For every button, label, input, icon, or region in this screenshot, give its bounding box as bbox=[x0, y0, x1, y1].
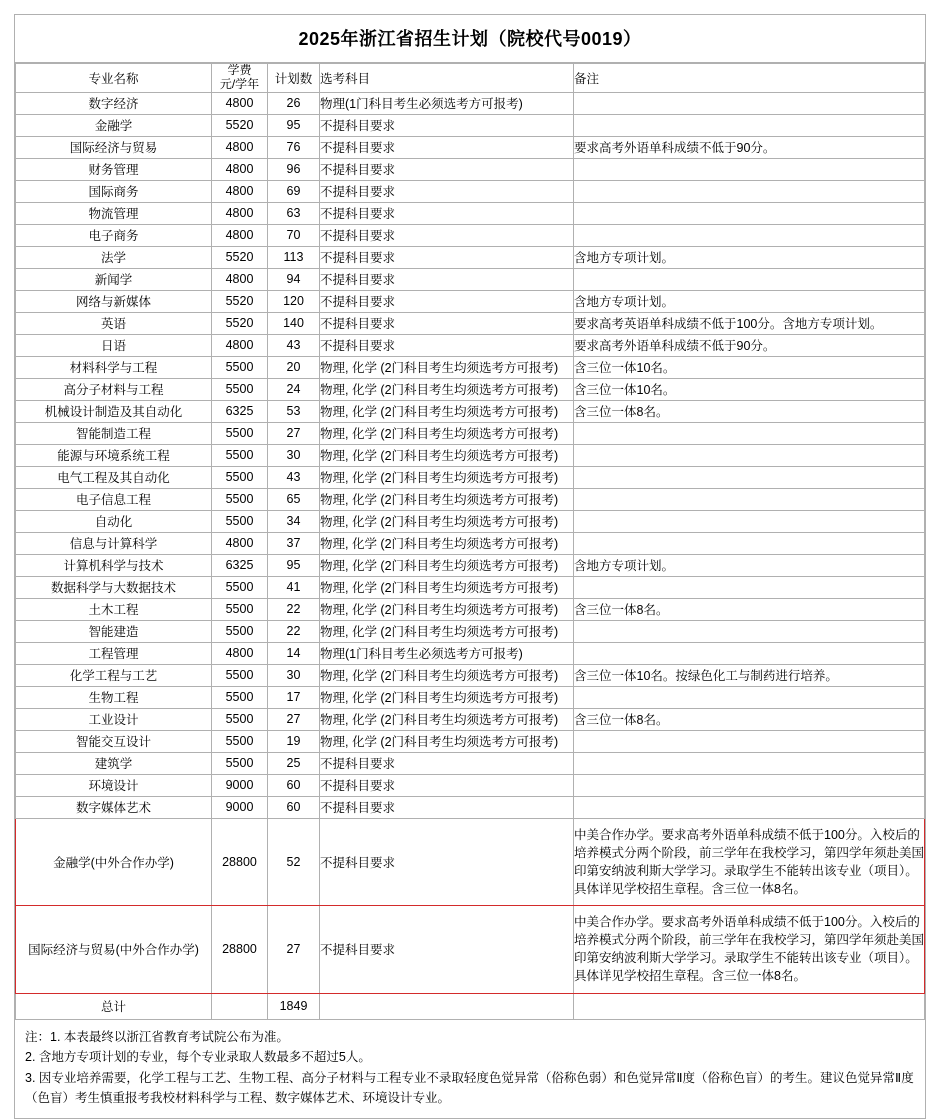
cell-major: 工程管理 bbox=[16, 642, 212, 664]
column-header-count: 计划数 bbox=[268, 64, 320, 93]
cell-count: 65 bbox=[268, 488, 320, 510]
cell-remark bbox=[574, 180, 925, 202]
cell-remark: 要求高考外语单科成绩不低于90分。 bbox=[574, 136, 925, 158]
cell-subject: 不提科目要求 bbox=[320, 202, 574, 224]
cell-fee: 4800 bbox=[212, 158, 268, 180]
table-header bbox=[16, 64, 925, 93]
cell-major: 自动化 bbox=[16, 510, 212, 532]
plan-frame bbox=[14, 14, 926, 1119]
cell-fee: 5500 bbox=[212, 664, 268, 686]
cell-remark bbox=[574, 422, 925, 444]
cell-remark bbox=[574, 224, 925, 246]
cell-subject: 不提科目要求 bbox=[320, 334, 574, 356]
cell-fee: 5520 bbox=[212, 114, 268, 136]
cell-remark bbox=[574, 466, 925, 488]
table-header-row bbox=[16, 64, 925, 93]
cell-remark bbox=[574, 268, 925, 290]
cell-remark: 含三位一体8名。 bbox=[574, 708, 925, 730]
cell-count: 17 bbox=[268, 686, 320, 708]
cell-subject: 物理, 化学 (2门科目考生均须选考方可报考) bbox=[320, 620, 574, 642]
cell-remark bbox=[574, 752, 925, 774]
cell-remark: 含三位一体8名。 bbox=[574, 598, 925, 620]
cell-subject: 不提科目要求 bbox=[320, 796, 574, 818]
cell-fee: 5500 bbox=[212, 510, 268, 532]
note-line-1: 注：1. 本表最终以浙江省教育考试院公布为准。 bbox=[25, 1029, 289, 1044]
cell-remark bbox=[574, 686, 925, 708]
cell-count: 52 bbox=[268, 818, 320, 906]
cell-fee: 5500 bbox=[212, 598, 268, 620]
cell-count: 43 bbox=[268, 334, 320, 356]
cell-remark bbox=[574, 444, 925, 466]
cell-major: 国际经济与贸易 bbox=[16, 136, 212, 158]
cell-fee: 4800 bbox=[212, 334, 268, 356]
cell-count: 20 bbox=[268, 356, 320, 378]
cell-major: 智能建造 bbox=[16, 620, 212, 642]
cell-subject: 不提科目要求 bbox=[320, 752, 574, 774]
cell-remark bbox=[574, 510, 925, 532]
cell-total-value: 1849 bbox=[268, 993, 320, 1019]
table-row bbox=[16, 444, 925, 466]
cell-major: 环境设计 bbox=[16, 774, 212, 796]
cell-total-subject bbox=[320, 993, 574, 1019]
cell-major: 法学 bbox=[16, 246, 212, 268]
column-header-fee-line2: 元/学年 bbox=[219, 76, 260, 91]
cell-count: 60 bbox=[268, 796, 320, 818]
cell-major: 英语 bbox=[16, 312, 212, 334]
cell-fee: 5520 bbox=[212, 290, 268, 312]
cell-count: 120 bbox=[268, 290, 320, 312]
cell-subject: 物理(1门科目考生必须选考方可报考) bbox=[320, 92, 574, 114]
cell-remark: 含地方专项计划。 bbox=[574, 554, 925, 576]
table-body bbox=[16, 92, 925, 1019]
cell-count: 95 bbox=[268, 554, 320, 576]
cell-count: 25 bbox=[268, 752, 320, 774]
cell-fee: 4800 bbox=[212, 136, 268, 158]
notes-block bbox=[15, 1020, 925, 1119]
table-row bbox=[16, 510, 925, 532]
cell-subject: 不提科目要求 bbox=[320, 114, 574, 136]
table-row bbox=[16, 136, 925, 158]
cell-count: 60 bbox=[268, 774, 320, 796]
cell-major: 金融学(中外合作办学) bbox=[16, 818, 212, 906]
cell-major: 计算机科学与技术 bbox=[16, 554, 212, 576]
cell-count: 63 bbox=[268, 202, 320, 224]
table-row bbox=[16, 246, 925, 268]
cell-subject: 物理, 化学 (2门科目考生均须选考方可报考) bbox=[320, 708, 574, 730]
cell-count: 26 bbox=[268, 92, 320, 114]
cell-remark: 要求高考英语单科成绩不低于100分。含地方专项计划。 bbox=[574, 312, 925, 334]
cell-major: 智能交互设计 bbox=[16, 730, 212, 752]
cell-total-fee bbox=[212, 993, 268, 1019]
cell-subject: 不提科目要求 bbox=[320, 818, 574, 906]
cell-remark bbox=[574, 114, 925, 136]
cell-remark bbox=[574, 202, 925, 224]
cell-fee: 5500 bbox=[212, 620, 268, 642]
cell-count: 27 bbox=[268, 708, 320, 730]
cell-fee: 5500 bbox=[212, 730, 268, 752]
cell-subject: 物理, 化学 (2门科目考生均须选考方可报考) bbox=[320, 510, 574, 532]
cell-subject: 物理, 化学 (2门科目考生均须选考方可报考) bbox=[320, 554, 574, 576]
column-header-fee bbox=[212, 64, 268, 93]
cell-subject: 物理, 化学 (2门科目考生均须选考方可报考) bbox=[320, 378, 574, 400]
cell-subject: 不提科目要求 bbox=[320, 158, 574, 180]
cell-remark bbox=[574, 730, 925, 752]
cell-fee: 4800 bbox=[212, 180, 268, 202]
table-row bbox=[16, 488, 925, 510]
table-row bbox=[16, 796, 925, 818]
cell-subject: 物理, 化学 (2门科目考生均须选考方可报考) bbox=[320, 356, 574, 378]
cell-count: 43 bbox=[268, 466, 320, 488]
cell-major: 电子商务 bbox=[16, 224, 212, 246]
table-row bbox=[16, 92, 925, 114]
cell-fee: 9000 bbox=[212, 796, 268, 818]
cell-count: 22 bbox=[268, 598, 320, 620]
cell-count: 27 bbox=[268, 906, 320, 994]
table-row bbox=[16, 356, 925, 378]
table-row bbox=[16, 180, 925, 202]
cell-count: 70 bbox=[268, 224, 320, 246]
cell-remark: 要求高考外语单科成绩不低于90分。 bbox=[574, 334, 925, 356]
cell-subject: 物理, 化学 (2门科目考生均须选考方可报考) bbox=[320, 532, 574, 554]
table-row bbox=[16, 752, 925, 774]
cell-count: 140 bbox=[268, 312, 320, 334]
cell-fee: 5520 bbox=[212, 312, 268, 334]
cell-fee: 5500 bbox=[212, 576, 268, 598]
cell-count: 95 bbox=[268, 114, 320, 136]
table-row bbox=[16, 708, 925, 730]
cell-subject: 物理(1门科目考生必须选考方可报考) bbox=[320, 642, 574, 664]
cell-count: 76 bbox=[268, 136, 320, 158]
cell-major: 信息与计算科学 bbox=[16, 532, 212, 554]
cell-major: 电子信息工程 bbox=[16, 488, 212, 510]
cell-fee: 5500 bbox=[212, 378, 268, 400]
table-row bbox=[16, 620, 925, 642]
table-row bbox=[16, 312, 925, 334]
cell-major: 材料科学与工程 bbox=[16, 356, 212, 378]
table-row bbox=[16, 202, 925, 224]
table-row bbox=[16, 730, 925, 752]
cell-total-remark bbox=[574, 993, 925, 1019]
table-row-total bbox=[16, 993, 925, 1019]
cell-remark: 含三位一体10名。 bbox=[574, 356, 925, 378]
cell-total-label: 总计 bbox=[16, 993, 212, 1019]
table-row bbox=[16, 774, 925, 796]
cell-remark bbox=[574, 92, 925, 114]
cell-fee: 6325 bbox=[212, 554, 268, 576]
cell-major: 物流管理 bbox=[16, 202, 212, 224]
cell-remark bbox=[574, 620, 925, 642]
table-row bbox=[16, 554, 925, 576]
table-row bbox=[16, 686, 925, 708]
cell-fee: 4800 bbox=[212, 642, 268, 664]
cell-subject: 物理, 化学 (2门科目考生均须选考方可报考) bbox=[320, 730, 574, 752]
cell-major: 金融学 bbox=[16, 114, 212, 136]
table-row bbox=[16, 400, 925, 422]
cell-count: 96 bbox=[268, 158, 320, 180]
cell-fee: 4800 bbox=[212, 532, 268, 554]
cell-remark bbox=[574, 158, 925, 180]
cell-fee: 5500 bbox=[212, 708, 268, 730]
cell-subject: 物理, 化学 (2门科目考生均须选考方可报考) bbox=[320, 444, 574, 466]
cell-count: 34 bbox=[268, 510, 320, 532]
cell-major: 数据科学与大数据技术 bbox=[16, 576, 212, 598]
cell-subject: 物理, 化学 (2门科目考生均须选考方可报考) bbox=[320, 598, 574, 620]
cell-remark bbox=[574, 642, 925, 664]
cell-remark: 含三位一体8名。 bbox=[574, 400, 925, 422]
cell-remark bbox=[574, 532, 925, 554]
note-line-3: 3. 因专业培养需要，化学工程与工艺、生物工程、高分子材料与工程专业不录取轻度色觉异常（俗称色弱）和色觉异常Ⅱ度（俗称色盲）的考生。建议色觉异常Ⅱ度（色盲）考生慎重报考我校材料科学与工程、数字媒体艺术、环境设计专业。 bbox=[25, 1070, 914, 1106]
table-row-highlighted bbox=[16, 818, 925, 906]
cell-subject: 物理, 化学 (2门科目考生均须选考方可报考) bbox=[320, 664, 574, 686]
table-row bbox=[16, 268, 925, 290]
cell-count: 37 bbox=[268, 532, 320, 554]
cell-subject: 物理, 化学 (2门科目考生均须选考方可报考) bbox=[320, 686, 574, 708]
table-row bbox=[16, 642, 925, 664]
cell-fee: 5500 bbox=[212, 488, 268, 510]
cell-subject: 物理, 化学 (2门科目考生均须选考方可报考) bbox=[320, 400, 574, 422]
cell-subject: 不提科目要求 bbox=[320, 290, 574, 312]
cell-count: 69 bbox=[268, 180, 320, 202]
cell-remark: 含三位一体10名。按绿色化工与制药进行培养。 bbox=[574, 664, 925, 686]
cell-subject: 不提科目要求 bbox=[320, 180, 574, 202]
cell-major: 高分子材料与工程 bbox=[16, 378, 212, 400]
cell-subject: 不提科目要求 bbox=[320, 246, 574, 268]
cell-major: 日语 bbox=[16, 334, 212, 356]
cell-count: 113 bbox=[268, 246, 320, 268]
cell-fee: 4800 bbox=[212, 224, 268, 246]
cell-subject: 不提科目要求 bbox=[320, 224, 574, 246]
cell-fee: 5500 bbox=[212, 356, 268, 378]
cell-remark: 中美合作办学。要求高考外语单科成绩不低于100分。入校后的培养模式分两个阶段，前三学年在我校学习，第四学年须赴美国印第安纳波利斯大学学习。录取学生不能转出该专业（项目）。具体详见学校招生章程。含三位一体8名。 bbox=[574, 818, 925, 906]
column-header-fee-line1: 学费 bbox=[227, 63, 252, 77]
column-header-major: 专业名称 bbox=[16, 64, 212, 93]
note-line-2: 2. 含地方专项计划的专业，每个专业录取人数最多不超过5人。 bbox=[25, 1050, 371, 1065]
cell-major: 智能制造工程 bbox=[16, 422, 212, 444]
table-row-highlighted bbox=[16, 906, 925, 994]
cell-count: 94 bbox=[268, 268, 320, 290]
cell-major: 化学工程与工艺 bbox=[16, 664, 212, 686]
cell-major: 国际商务 bbox=[16, 180, 212, 202]
cell-major: 数字媒体艺术 bbox=[16, 796, 212, 818]
table-row bbox=[16, 598, 925, 620]
table-row bbox=[16, 532, 925, 554]
cell-count: 41 bbox=[268, 576, 320, 598]
table-row bbox=[16, 334, 925, 356]
cell-fee: 9000 bbox=[212, 774, 268, 796]
column-header-remark: 备注 bbox=[574, 64, 925, 93]
cell-major: 电气工程及其自动化 bbox=[16, 466, 212, 488]
table-row bbox=[16, 158, 925, 180]
cell-major: 建筑学 bbox=[16, 752, 212, 774]
cell-major: 新闻学 bbox=[16, 268, 212, 290]
cell-subject: 不提科目要求 bbox=[320, 136, 574, 158]
cell-fee: 4800 bbox=[212, 202, 268, 224]
cell-count: 53 bbox=[268, 400, 320, 422]
table-row bbox=[16, 224, 925, 246]
admission-plan-table bbox=[15, 63, 925, 1020]
page-title: 2025年浙江省招生计划（院校代号0019） bbox=[15, 15, 925, 63]
cell-fee: 4800 bbox=[212, 268, 268, 290]
cell-remark: 含地方专项计划。 bbox=[574, 246, 925, 268]
cell-fee: 28800 bbox=[212, 906, 268, 994]
column-header-subject: 选考科目 bbox=[320, 64, 574, 93]
cell-fee: 5500 bbox=[212, 422, 268, 444]
table-row bbox=[16, 290, 925, 312]
table-row bbox=[16, 114, 925, 136]
cell-major: 生物工程 bbox=[16, 686, 212, 708]
table-row bbox=[16, 422, 925, 444]
cell-subject: 不提科目要求 bbox=[320, 312, 574, 334]
cell-subject: 物理, 化学 (2门科目考生均须选考方可报考) bbox=[320, 422, 574, 444]
cell-major: 能源与环境系统工程 bbox=[16, 444, 212, 466]
cell-fee: 5500 bbox=[212, 444, 268, 466]
cell-count: 19 bbox=[268, 730, 320, 752]
cell-count: 30 bbox=[268, 444, 320, 466]
table-row bbox=[16, 664, 925, 686]
cell-fee: 5520 bbox=[212, 246, 268, 268]
cell-subject: 物理, 化学 (2门科目考生均须选考方可报考) bbox=[320, 466, 574, 488]
cell-remark: 含地方专项计划。 bbox=[574, 290, 925, 312]
cell-subject: 不提科目要求 bbox=[320, 774, 574, 796]
cell-remark bbox=[574, 796, 925, 818]
cell-count: 24 bbox=[268, 378, 320, 400]
cell-subject: 不提科目要求 bbox=[320, 906, 574, 994]
cell-count: 14 bbox=[268, 642, 320, 664]
cell-major: 网络与新媒体 bbox=[16, 290, 212, 312]
cell-remark bbox=[574, 488, 925, 510]
cell-major: 机械设计制造及其自动化 bbox=[16, 400, 212, 422]
cell-fee: 28800 bbox=[212, 818, 268, 906]
cell-remark bbox=[574, 774, 925, 796]
cell-fee: 4800 bbox=[212, 92, 268, 114]
cell-fee: 5500 bbox=[212, 466, 268, 488]
cell-major: 土木工程 bbox=[16, 598, 212, 620]
cell-subject: 物理, 化学 (2门科目考生均须选考方可报考) bbox=[320, 576, 574, 598]
cell-major: 数字经济 bbox=[16, 92, 212, 114]
cell-subject: 物理, 化学 (2门科目考生均须选考方可报考) bbox=[320, 488, 574, 510]
cell-remark: 含三位一体10名。 bbox=[574, 378, 925, 400]
cell-count: 27 bbox=[268, 422, 320, 444]
cell-major: 财务管理 bbox=[16, 158, 212, 180]
cell-remark bbox=[574, 576, 925, 598]
cell-fee: 5500 bbox=[212, 686, 268, 708]
table-row bbox=[16, 576, 925, 598]
table-row bbox=[16, 466, 925, 488]
table-row bbox=[16, 378, 925, 400]
cell-major: 国际经济与贸易(中外合作办学) bbox=[16, 906, 212, 994]
cell-fee: 5500 bbox=[212, 752, 268, 774]
cell-count: 22 bbox=[268, 620, 320, 642]
cell-count: 30 bbox=[268, 664, 320, 686]
cell-major: 工业设计 bbox=[16, 708, 212, 730]
cell-remark: 中美合作办学。要求高考外语单科成绩不低于100分。入校后的培养模式分两个阶段，前三学年在我校学习，第四学年须赴美国印第安纳波利斯大学学习。录取学生不能转出该专业（项目）。具体详见学校招生章程。含三位一体8名。 bbox=[574, 906, 925, 994]
cell-fee: 6325 bbox=[212, 400, 268, 422]
cell-subject: 不提科目要求 bbox=[320, 268, 574, 290]
